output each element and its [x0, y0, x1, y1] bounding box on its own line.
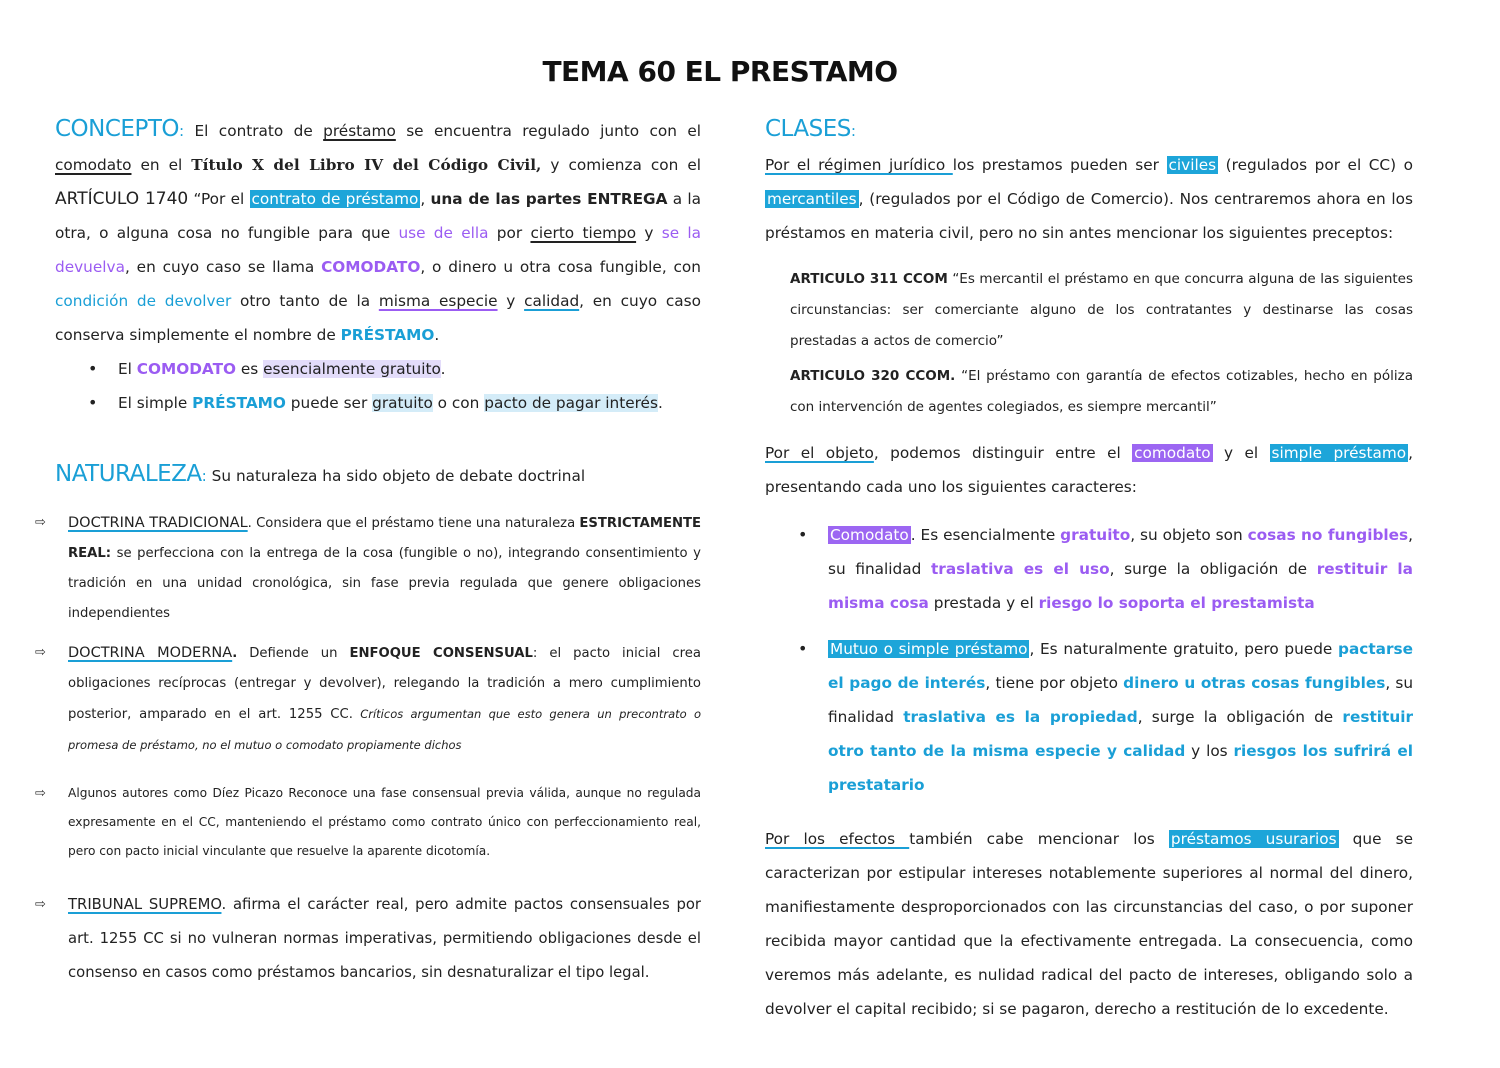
efectos-paragraph: Por los efectos también cabe mencionar los préstamos usurarios que se caracterizan por estipular intereses notablemente superiores al normal del dinero, manifiestamente desproporcionados con las circunstancias del caso, o por suponer recibida mayor cantidad que la efectivamente entregada. La consecuencia, como veremos más adelante, es nulidad radical del pacto de intereses, obligando solo a devolver el capital recibido; si se pagaron, derecho a restitución de lo excedente.: [765, 830, 1413, 1018]
naturaleza-paragraph: NATURALEZA: Su naturaleza ha sido objeto de debate doctrinal: [55, 461, 586, 487]
doctrinas-list: [35, 508, 701, 990]
articulo-320: ARTICULO 320 CCOM. “El préstamo con garantía de efectos cotizables, hecho en póliza con intervención de agentes colegiados, es siempre mercantil”: [790, 368, 1413, 415]
objeto-list: [765, 518, 1413, 802]
doctrina-moderna: ⇨ DOCTRINA MODERNA. Defiende un ENFOQUE CONSENSUAL: el pacto inicial crea obligaciones recíprocas (entregar y devolver), relegando la tradición a mero cumplimiento posterior, amparado en el art. 1255 CC. Críticos argumentan que esto genera un precontrato o promesa de préstamo, no el mutuo o comodato propiamente dichos: [55, 638, 701, 761]
arrow-icon: ⇨: [35, 786, 46, 801]
concepto-paragraph: CONCEPTO: El contrato de préstamo se encuentra regulado junto con el comodato en el Título X del Libro IV del Código Civil, y comienza con el ARTÍCULO 1740 “Por el contrato de préstamo , una de las partes ENTREGA a la otra, o alguna cosa no fungible para que use de ella por cierto tiempo y se la devuelva, en cuyo caso se llama COMODATO, o dinero u otra cosa fungible, con condición de devolver otro tanto de la misma especie y calidad, en cuyo caso conserva simplemente el nombre de PRÉSTAMO.: [55, 116, 702, 344]
list-item: • Comodato . Es esencialmente gratuito, su objeto son cosas no fungibles, su finalidad traslativa es el uso, surge la obligación de restituir la misma cosa prestada y el riesgo lo soporta el prestamista: [765, 518, 1413, 620]
page-title: TEMA 60 EL PRESTAMO: [542, 55, 898, 88]
concepto-bullets: [55, 352, 701, 420]
articulo-ref: ARTÍCULO 1740: [55, 189, 189, 209]
arrow-icon: ⇨: [35, 515, 46, 530]
naturaleza-heading: NATURALEZA: [55, 461, 202, 487]
contrato-highlight: contrato de préstamo: [251, 190, 419, 208]
clases-heading: CLASES: [765, 116, 851, 142]
concepto-heading: CONCEPTO: [55, 116, 179, 142]
clases-heading-line: CLASES:: [765, 116, 857, 142]
titulo-ref: Título X del Libro IV del Código Civil,: [191, 156, 542, 174]
list-item: • El simple PRÉSTAMO puede ser gratuito o con pacto de pagar interés.: [55, 386, 701, 420]
tribunal-supremo-paragraph: ⇨ TRIBUNAL SUPREMO. afirma el carácter real, pero admite pactos consensuales por art. 1255 CC si no vulneran normas imperativas, permitiendo obligaciones desde el consenso en casos como préstamos bancarios, sin desnaturalizar el tipo legal.: [55, 888, 701, 990]
doctrina-tradicional: ⇨ DOCTRINA TRADICIONAL. Considera que el préstamo tiene una naturaleza ESTRICTAMENTE REAL: se perfecciona con la entrega de la cosa (fungible o no), integrando consentimiento y tradición en una unidad cronológica, sin fase previa regulada que genere obligaciones independientes: [55, 508, 701, 629]
right-column: [765, 112, 1413, 1026]
autores-paragraph: ⇨ Algunos autores como Díez Picazo Reconoce una fase consensual previa válida, aunque no regulada expresamente en el CC, manteniendo el préstamo como contrato único con perfeccionamiento real, pero con pacto inicial vinculante que resuelve la aparente dicotomía.: [55, 779, 701, 866]
list-item: • El COMODATO es esencialmente gratuito.: [55, 352, 701, 386]
objeto-paragraph: Por el objeto, podemos distinguir entre el comodato y el simple préstamo , presentando cada uno los siguientes caracteres:: [765, 444, 1413, 496]
left-column: [35, 112, 702, 990]
arrow-icon: ⇨: [35, 897, 46, 912]
list-item: • Mutuo o simple préstamo , Es naturalmente gratuito, pero puede pactarse el pago de interés, tiene por objeto dinero u otras cosas fungibles, su finalidad traslativa es la propiedad, surge la obligación de restituir otro tanto de la misma especie y calidad y los riesgos los sufrirá el prestatario: [765, 632, 1413, 802]
articulo-311: ARTICULO 311 CCOM “Es mercantil el préstamo en que concurra alguna de las siguientes circunstancias: ser comerciante alguno de los contratantes y destinarse las cosas prestadas a actos de comercio”: [790, 271, 1414, 349]
arrow-icon: ⇨: [35, 645, 46, 660]
regimen-paragraph: Por el régimen jurídico los prestamos pueden ser civiles (regulados por el CC) o mercantiles , (regulados por el Código de Comercio). Nos centraremos ahora en los préstamos en materia civil, pero no sin antes mencionar los siguientes preceptos:: [765, 156, 1413, 242]
